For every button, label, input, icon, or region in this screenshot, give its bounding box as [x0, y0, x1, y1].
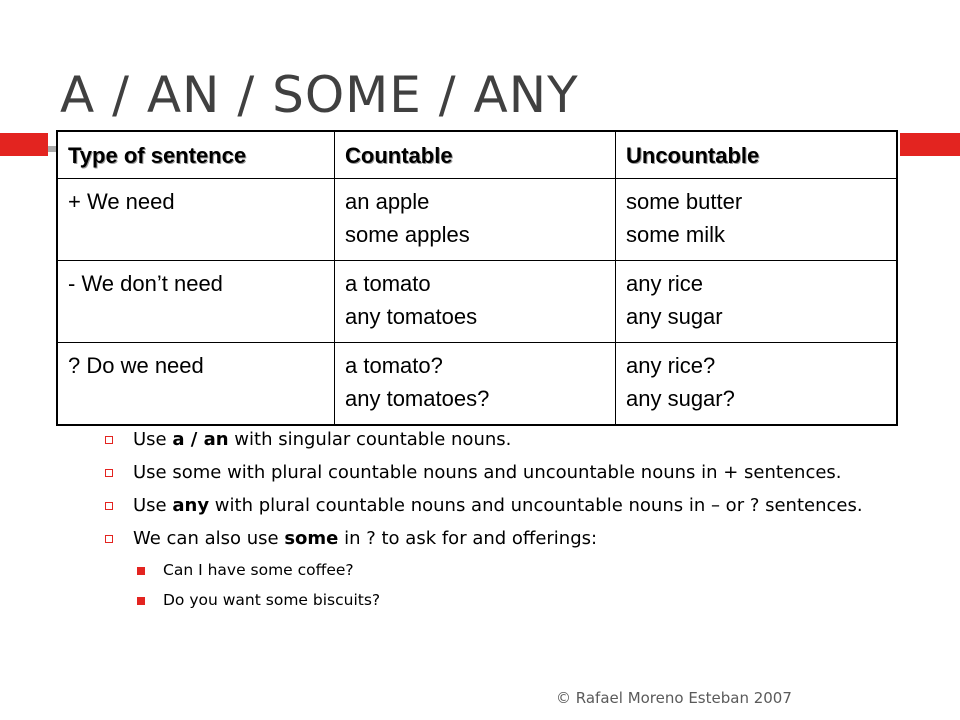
uncountable-example: any sugar — [626, 303, 723, 329]
accent-bar-left — [0, 133, 48, 156]
table-header-row — [57, 131, 897, 179]
rule-item: Use a / an with singular countable nouns. — [103, 428, 903, 452]
rule-item: We can also use some in ? to ask for and offerings: — [103, 527, 903, 551]
rule-item: Use some with plural countable nouns and uncountable nouns in + sentences. — [103, 461, 903, 485]
table-row — [57, 342, 897, 425]
countable-example: any tomatoes? — [345, 385, 490, 411]
grammar-table — [56, 130, 898, 426]
filled-square-bullet-icon — [137, 567, 145, 575]
rule-list — [103, 428, 903, 620]
uncountable-example: any sugar? — [626, 385, 735, 411]
slide-title: A / AN / SOME / ANY — [60, 66, 579, 124]
countable-example: a tomato — [345, 270, 431, 296]
header-type-of-sentence: Type of sentence — [57, 131, 335, 179]
square-bullet-icon — [105, 469, 113, 477]
square-bullet-icon — [105, 502, 113, 510]
uncountable-example: some butter — [626, 189, 743, 214]
uncountable-example: any rice — [626, 270, 704, 296]
uncountable-example: some milk — [626, 222, 726, 247]
accent-bar-gray — [48, 146, 56, 152]
example-item: Can I have some coffee? — [103, 560, 903, 581]
countable-example: any tomatoes — [345, 303, 478, 329]
cell-sentence-type: ? Do we need — [57, 342, 335, 425]
cell-sentence-type: - We don’t need — [57, 260, 335, 342]
rule-item: Use any with plural countable nouns and uncountable nouns in – or ? sentences. — [103, 494, 903, 518]
header-uncountable: Uncountable — [616, 131, 898, 179]
example-item: Do you want some biscuits? — [103, 590, 903, 611]
cell-uncountable — [616, 260, 898, 342]
table-row — [57, 260, 897, 342]
filled-square-bullet-icon — [137, 597, 145, 605]
accent-bar-right — [900, 133, 960, 156]
square-bullet-icon — [105, 535, 113, 543]
header-countable: Countable — [335, 131, 616, 179]
square-bullet-icon — [105, 436, 113, 444]
cell-uncountable — [616, 342, 898, 425]
countable-example: a tomato? — [345, 352, 443, 378]
table-row — [57, 179, 897, 261]
copyright-footer: © Rafael Moreno Esteban 2007 — [556, 689, 792, 707]
cell-sentence-type: + We need — [57, 179, 335, 261]
cell-countable — [335, 342, 616, 425]
uncountable-example: any rice? — [626, 352, 716, 378]
countable-example: an apple — [345, 189, 430, 214]
cell-countable — [335, 179, 616, 261]
countable-example: some apples — [345, 222, 470, 247]
cell-uncountable — [616, 179, 898, 261]
cell-countable — [335, 260, 616, 342]
